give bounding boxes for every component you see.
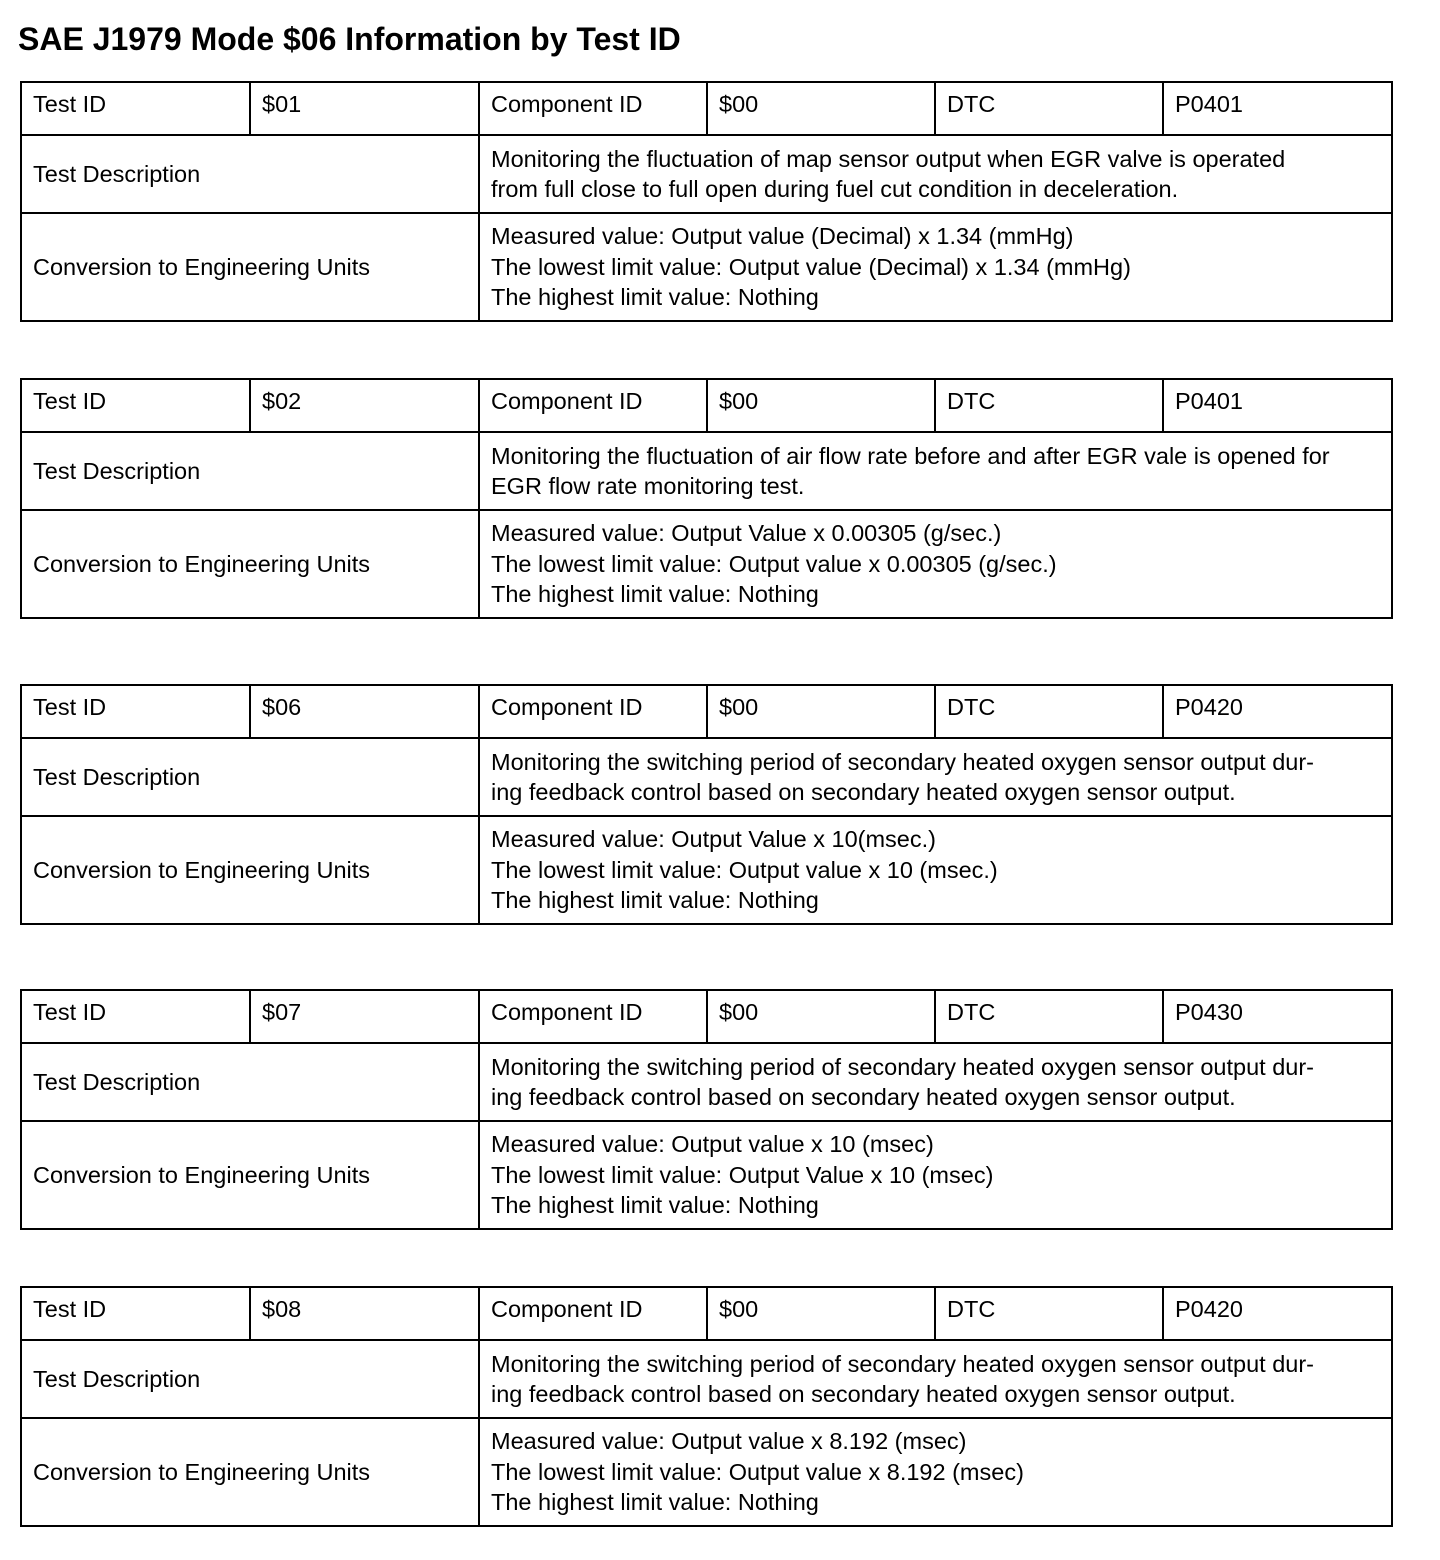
test-id-value: $08 [250, 1287, 479, 1340]
test-description-text [479, 1043, 1392, 1121]
test-description-row [21, 738, 1392, 816]
test-header-row [21, 685, 1392, 738]
test-description-label: Test Description [21, 432, 479, 510]
measured-value-line: Measured value: Output value x 10 (msec) [491, 1131, 934, 1158]
dtc-label: DTC [935, 685, 1163, 738]
lowest-limit-line: The lowest limit value: Output value (Decimal) x 1.34 (mmHg) [491, 253, 1131, 280]
lowest-limit-line: The lowest limit value: Output value x 8.192 (msec) [491, 1458, 1024, 1485]
test-table [20, 684, 1393, 925]
test-description-label: Test Description [21, 738, 479, 816]
description-line: ing feedback control based on secondary heated oxygen sensor output. [491, 1084, 1236, 1110]
conversion-row [21, 510, 1392, 618]
description-line: Monitoring the switching period of secondary heated oxygen sensor output dur- [491, 1350, 1314, 1377]
test-id-value: $01 [250, 82, 479, 135]
dtc-label: DTC [935, 82, 1163, 135]
component-id-label: Component ID [479, 82, 707, 135]
component-id-value: $00 [707, 685, 935, 738]
test-description-text [479, 738, 1392, 816]
conversion-label: Conversion to Engineering Units [21, 213, 479, 321]
test-table [20, 1286, 1393, 1527]
conversion-label: Conversion to Engineering Units [21, 510, 479, 618]
test-id-label: Test ID [21, 82, 250, 135]
test-description-label: Test Description [21, 1043, 479, 1121]
component-id-value: $00 [707, 990, 935, 1043]
test-description-row [21, 135, 1392, 213]
measured-value-line: Measured value: Output value x 8.192 (msec) [491, 1428, 967, 1455]
dtc-value: P0401 [1163, 379, 1392, 432]
conversion-label: Conversion to Engineering Units [21, 1418, 479, 1526]
test-id-label: Test ID [21, 1287, 250, 1340]
dtc-label: DTC [935, 379, 1163, 432]
conversion-text [479, 213, 1392, 321]
test-description-text [479, 432, 1392, 510]
lowest-limit-line: The lowest limit value: Output value x 0.00305 (g/sec.) [491, 550, 1057, 577]
test-id-value: $06 [250, 685, 479, 738]
conversion-row [21, 1418, 1392, 1526]
description-line: Monitoring the fluctuation of air flow rate before and after EGR vale is opened for [491, 442, 1330, 469]
test-header-row [21, 990, 1392, 1043]
page-title: SAE J1979 Mode $06 Information by Test ID [18, 21, 681, 57]
conversion-text [479, 816, 1392, 924]
conversion-row [21, 1121, 1392, 1229]
test-table [20, 378, 1393, 619]
test-description-text [479, 135, 1392, 213]
test-header-row [21, 82, 1392, 135]
conversion-row [21, 816, 1392, 924]
test-id-label: Test ID [21, 379, 250, 432]
component-id-value: $00 [707, 1287, 935, 1340]
dtc-label: DTC [935, 990, 1163, 1043]
conversion-label: Conversion to Engineering Units [21, 816, 479, 924]
conversion-text [479, 1121, 1392, 1229]
highest-limit-line: The highest limit value: Nothing [491, 1192, 819, 1219]
test-header-row [21, 1287, 1392, 1340]
description-line: from full close to full open during fuel cut condition in deceleration. [491, 176, 1179, 202]
conversion-text [479, 510, 1392, 618]
description-line: ing feedback control based on secondary heated oxygen sensor output. [491, 779, 1236, 805]
dtc-value: P0420 [1163, 685, 1392, 738]
component-id-label: Component ID [479, 1287, 707, 1340]
component-id-label: Component ID [479, 990, 707, 1043]
conversion-label: Conversion to Engineering Units [21, 1121, 479, 1229]
dtc-value: P0430 [1163, 990, 1392, 1043]
description-line: EGR flow rate monitoring test. [491, 473, 805, 499]
description-line: ing feedback control based on secondary heated oxygen sensor output. [491, 1381, 1236, 1407]
test-id-value: $07 [250, 990, 479, 1043]
test-id-value: $02 [250, 379, 479, 432]
description-line: Monitoring the switching period of secondary heated oxygen sensor output dur- [491, 748, 1314, 775]
lowest-limit-line: The lowest limit value: Output Value x 10 (msec) [491, 1161, 994, 1188]
test-description-row [21, 1043, 1392, 1121]
component-id-label: Component ID [479, 685, 707, 738]
test-id-label: Test ID [21, 990, 250, 1043]
test-description-label: Test Description [21, 135, 479, 213]
highest-limit-line: The highest limit value: Nothing [491, 1489, 819, 1516]
conversion-row [21, 213, 1392, 321]
highest-limit-line: The highest limit value: Nothing [491, 284, 819, 311]
description-line: Monitoring the switching period of secondary heated oxygen sensor output dur- [491, 1053, 1314, 1080]
measured-value-line: Measured value: Output Value x 10(msec.) [491, 826, 936, 853]
highest-limit-line: The highest limit value: Nothing [491, 581, 819, 608]
test-description-label: Test Description [21, 1340, 479, 1418]
test-description-text [479, 1340, 1392, 1418]
dtc-value: P0401 [1163, 82, 1392, 135]
test-description-row [21, 432, 1392, 510]
highest-limit-line: The highest limit value: Nothing [491, 887, 819, 914]
component-id-label: Component ID [479, 379, 707, 432]
measured-value-line: Measured value: Output value (Decimal) x 1.34 (mmHg) [491, 223, 1074, 250]
component-id-value: $00 [707, 82, 935, 135]
description-line: Monitoring the fluctuation of map sensor output when EGR valve is operated [491, 145, 1286, 172]
test-table [20, 81, 1393, 322]
test-id-label: Test ID [21, 685, 250, 738]
lowest-limit-line: The lowest limit value: Output value x 10 (msec.) [491, 856, 998, 883]
dtc-value: P0420 [1163, 1287, 1392, 1340]
dtc-label: DTC [935, 1287, 1163, 1340]
test-table [20, 989, 1393, 1230]
component-id-value: $00 [707, 379, 935, 432]
measured-value-line: Measured value: Output Value x 0.00305 (g/sec.) [491, 520, 1002, 547]
test-header-row [21, 379, 1392, 432]
conversion-text [479, 1418, 1392, 1526]
test-description-row [21, 1340, 1392, 1418]
